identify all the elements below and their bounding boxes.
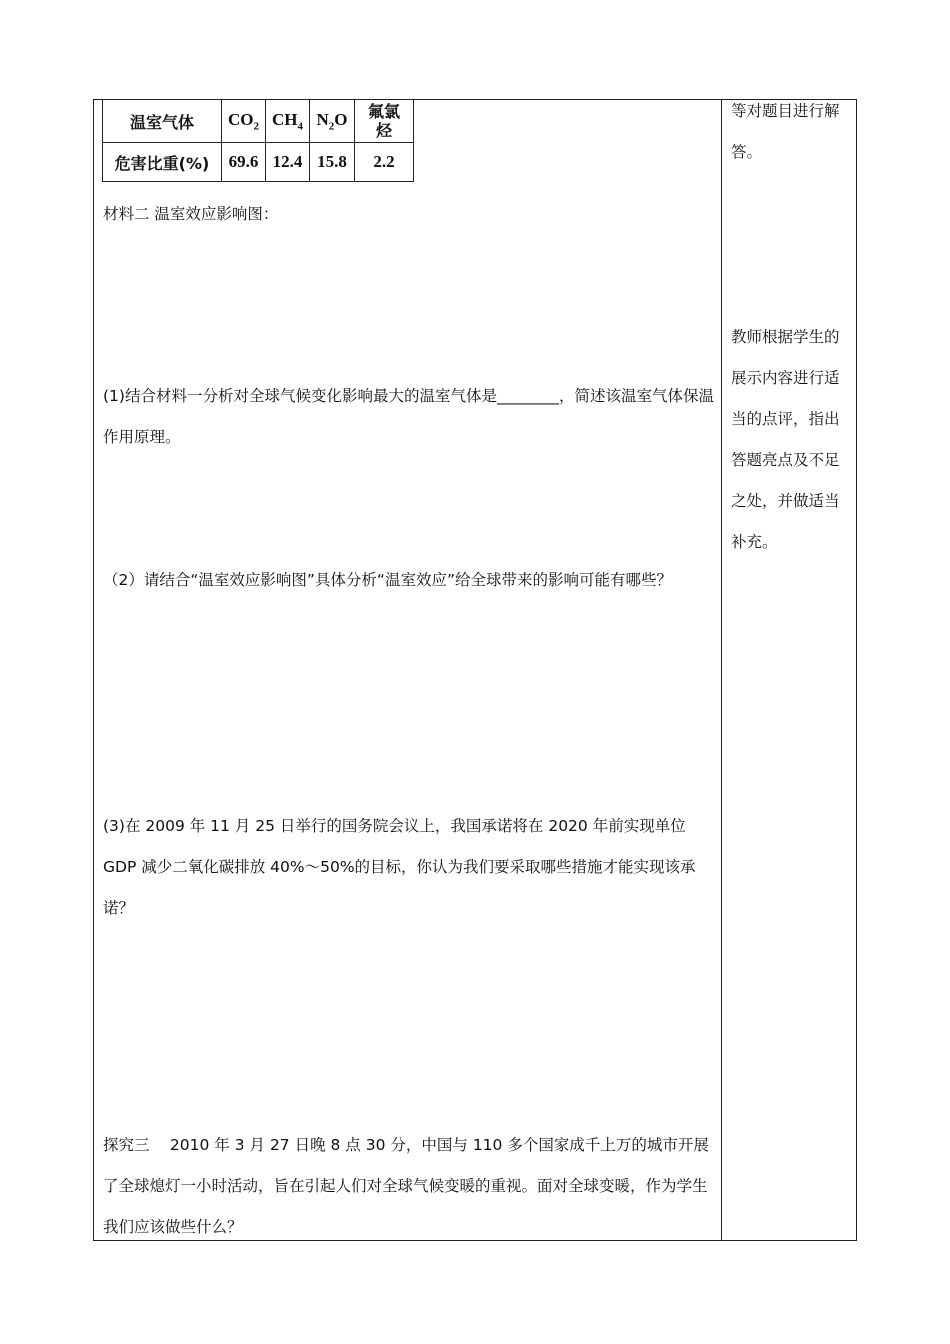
table-row (103, 143, 414, 182)
table-cell: 12.4 (266, 143, 310, 182)
cfc-label: 氟氯烃 (367, 102, 400, 140)
table-cell: 2.2 (355, 143, 414, 182)
teacher-note-1: 等对题目进行解答。 (731, 102, 840, 161)
table-header-cell (355, 100, 414, 143)
teacher-note-2: 教师根据学生的展示内容进行适当的点评，指出答题亮点及不足之处，并做适当补充。 (731, 328, 840, 551)
explore-three: 探究三 2010 年 3 月 27 日晚 8 点 30 分，中国与 110 多个国家成千上万的城市开展了全球熄灯一小时活动，旨在引起人们对全球气候变暖的重视。面对全球变暖，作为学生我们应该做些什么？ (103, 1136, 709, 1236)
question-2: （2）请结合“温室效应影响图”具体分析“温室效应”给全球带来的影响可能有哪些？ (103, 571, 672, 589)
table-header-cell: $CH_4$ (266, 100, 310, 143)
table-row (103, 100, 414, 143)
column-divider (721, 99, 722, 1241)
outer-table (93, 99, 857, 1241)
table-header-cell: $N_2O$ (310, 100, 355, 143)
table-cell: 15.8 (310, 143, 355, 182)
table-header-cell: $CO_2$ (222, 100, 266, 143)
table-cell: 69.6 (222, 143, 266, 182)
greenhouse-gas-table (102, 99, 414, 182)
table-header-cell: 温室气体 (103, 100, 222, 143)
question-1: (1)结合材料一分析对全球气候变化影响最大的温室气体是________，简述该温室气体保温作用原理。 (103, 387, 714, 446)
question-3: (3)在 2009 年 11 月 25 日举行的国务院会议上，我国承诺将在 2020 年前实现单位 GDP 减少二氧化碳排放 40%～50%的目标，你认为我们要采取哪些措施才能实现该承诺？ (103, 817, 696, 917)
material-two-heading: 材料二 温室效应影响图： (103, 205, 279, 223)
table-row-label: 危害比重(%) (103, 143, 222, 182)
